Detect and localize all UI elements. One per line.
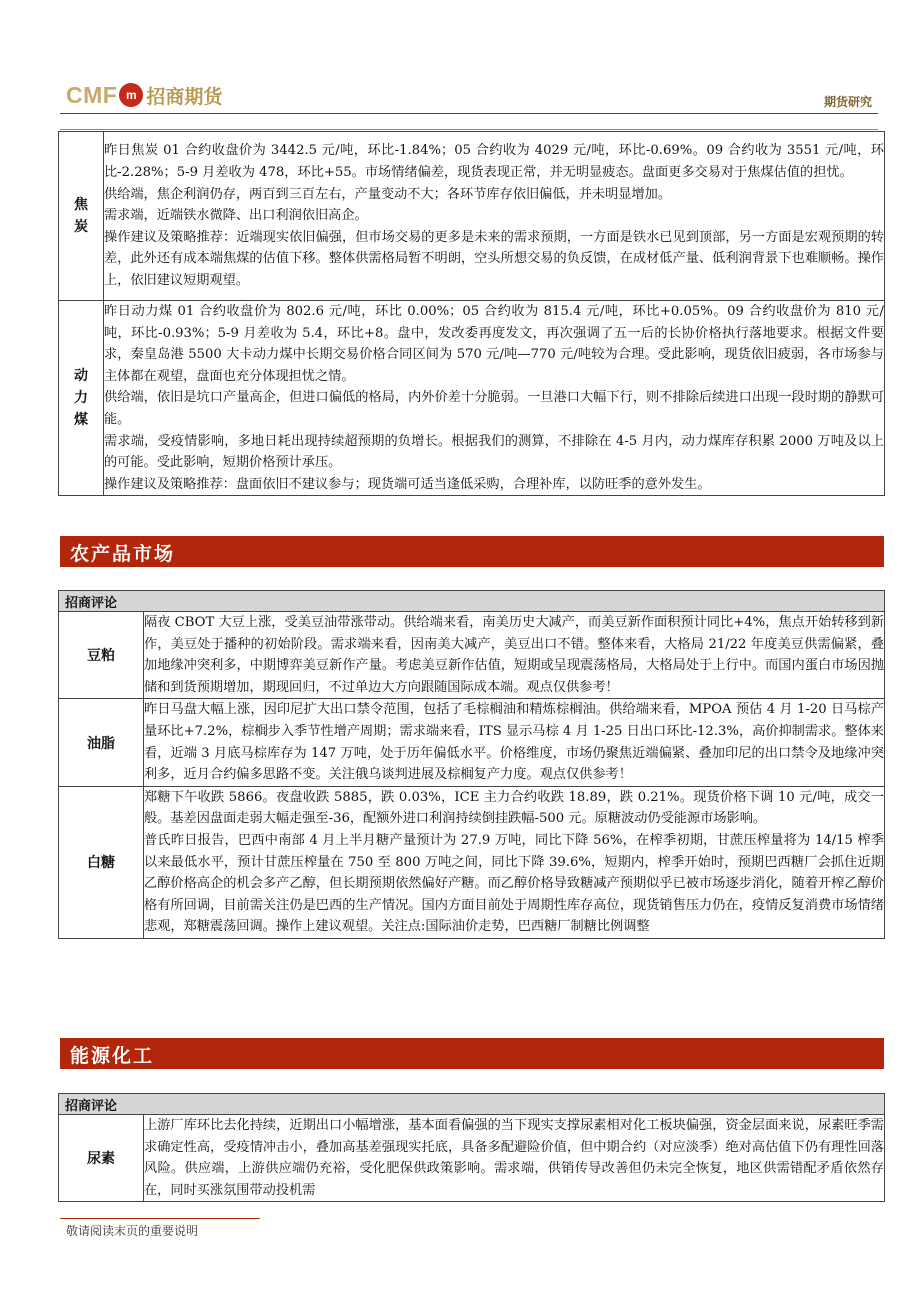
table-row	[59, 1115, 885, 1202]
paragraph: 郑糖下午收跌 5866。夜盘收跌 5885，跌 0.03%，ICE 主力合约收跌 18.89，跌 0.21%。现货价格下调 10 元/吨，成交一般。基差因盘面走弱大幅走强至-36，配额外进口利润持续倒挂跌幅-500 元。原糖波动仍受能源市场影响。	[144, 789, 884, 827]
energy-table	[58, 1093, 885, 1202]
company-logo	[66, 80, 222, 110]
baitang-commentary	[144, 786, 885, 938]
paragraph: 普氏昨日报告，巴西中南部 4 月上半月糖产量预计为 27.9 万吨，同比下降 56%，在榨季初期，甘蔗压榨量将为 14/15 榨季以来最低水平，预计甘蔗压榨量在 750 至 800 万吨之间，同比下降 39.6%，短期内，榨季开始时，预期巴西糖厂会抓住近期乙醇价格高企的机会多产乙醇，但长期预期依然偏好产糖。而乙醇价格导致糖减产预期似乎已被市场逐步消化，随着开榨乙醇价格有所回调，目前需关注仍是巴西的生产情况。国内方面目前处于周期性库存高位，现货销售压力仍在，疫情反复消费市场情绪悲观，郑糖震荡回调。操作上建议观望。关注点:国际油价走势，巴西糖厂制糖比例调整	[144, 832, 884, 935]
dongli-commentary	[104, 301, 885, 496]
doupo-commentary: 隔夜 CBOT 大豆上涨，受美豆油带涨带动。供给端来看，南美历史大减产，而美豆新作面积预计同比+4%，焦点开始转移到新作，美豆处于播种的初始阶段。需求端来看，因南美大减产，美豆出口不错。整体来看，大格局 21/22 年度美豆供需偏紧，叠加地缘冲突利多，中期博弈美豆新作产量。考虑美豆新作估值，短期或呈现震荡格局，大格局处于上行中。而国内蛋白市场因抛储和到货预期增加，期现回归，不过单边大方向跟随国际成本端。观点仅供参考！	[144, 612, 885, 699]
paragraph: 供给端，依旧是坑口产量高企，但进口偏低的格局，内外价差十分脆弱。一旦港口大幅下行，则不排除后续进口出现一段时期的静默可能。	[104, 390, 884, 427]
row-label-baitang: 白糖	[59, 786, 144, 938]
row-label-youzhi: 油脂	[59, 699, 144, 786]
table-header-row	[59, 591, 885, 612]
table-row	[59, 786, 885, 938]
row-label-doupo: 豆粕	[59, 612, 144, 699]
section-banner-agri	[60, 536, 884, 567]
row-label-dongli	[59, 301, 104, 496]
row-label-char: 炭	[74, 219, 88, 235]
paragraph: 需求端，近端铁水微降、出口利润依旧高企。	[104, 208, 368, 224]
logo-cn-text: 招商期货	[146, 85, 223, 108]
row-label-char: 动	[74, 368, 88, 385]
jiaotan-commentary	[104, 132, 885, 301]
paragraph: 操作建议及策略推荐：盘面依旧不建议参与；现货端可适当逢低采购，合理补库，以防旺季的意外发生。	[104, 476, 711, 492]
paragraph: 操作建议及策略推荐：近端现实依旧偏强，但市场交易的更多是未来的需求预期，一方面是铁水已见到顶部，另一方面是宏观预期的转差，此外还有成本端焦煤的估值下移。整体供需格局暂不明朗，空头所想交易的负反馈，在成材低产量、低利润背景下也难顺畅。操作上，依旧建议短期观望。	[104, 229, 884, 288]
youzhi-commentary: 昨日马盘大幅上涨，因印尼扩大出口禁令范围，包括了毛棕榈油和精炼棕榈油。供给端来看，MPOA 预估 4 月 1-20 日马棕产量环比+7.2%，棕榈步入季节性增产周期；需求端来看，ITS 显示马棕 4 月 1-25 日出口环比-12.3%，高价抑制需求。整体来看，近端 3 月底马棕库存为 147 万吨，处于历年偏低水平。价格维度，市场仍聚焦近端偏紧、叠加印尼的出口禁令及地缘冲突利多，近月合约偏多思路不变。关注俄乌谈判进展及棕榈复产力度。观点仅供参考！	[144, 699, 885, 786]
table-row	[59, 612, 885, 699]
table-row	[59, 132, 885, 301]
section-banner-energy	[60, 1038, 884, 1069]
table-row	[59, 301, 885, 496]
footer-divider	[60, 1218, 260, 1219]
table-header-row	[59, 1094, 885, 1115]
header-category: 期货研究	[823, 95, 872, 109]
paragraph: 需求端，受疫情影响，多地日耗出现持续超预期的负增长。根据我们的测算，不排除在 4-5 月内，动力煤库存积累 2000 万吨及以上的可能。受此影响，短期价格预计承压。	[104, 433, 884, 471]
section-title: 农产品市场	[70, 543, 176, 565]
row-label-char: 焦	[74, 197, 88, 213]
agri-table	[58, 590, 885, 939]
header-divider-secondary	[60, 129, 878, 130]
row-label-char: 力	[74, 390, 88, 407]
section-title: 能源化工	[70, 1045, 155, 1067]
table-header: 招商评论	[59, 591, 885, 612]
header-divider	[60, 113, 878, 114]
row-label-char: 煤	[74, 412, 88, 429]
row-label-jiaotan	[59, 132, 104, 301]
coal-table	[58, 131, 885, 496]
row-label-niaosu: 尿素	[59, 1115, 144, 1202]
table-row	[59, 699, 885, 786]
page-header	[0, 0, 920, 130]
paragraph: 供给端，焦企利润仍存，两百到三百左右，产量变动不大；各环节库存依旧偏低，并未明显增加。	[104, 186, 672, 202]
table-header: 招商评论	[59, 1094, 885, 1115]
footer-note: 敬请阅读末页的重要说明	[66, 1224, 199, 1238]
logo-mark-icon: m	[119, 83, 143, 107]
paragraph: 昨日动力煤 01 合约收盘价为 802.6 元/吨，环比 0.00%；05 合约收为 815.4 元/吨，环比+0.05%。09 合约收盘价为 810 元/吨，环比-0.93%；5-9 月差收为 5.4，环比+8。盘中，发改委再度发文，再次强调了五一后的长协价格执行落地要求。根据文件要求，秦皇岛港 5500 大卡动力煤中长期交易价格合同区间为 570 元/吨—770 元/吨较为合理。受此影响，现货依旧疲弱，各市场参与主体都在观望，盘面也充分体现担忧之情。	[104, 304, 884, 384]
logo-cmf-text: CMF	[66, 81, 118, 108]
niaosu-commentary: 上游厂库环比去化持续，近期出口小幅增涨，基本面看偏强的当下现实支撑尿素相对化工板块偏强，资金层面来说，尿素旺季需求确定性高，受疫情冲击小，叠加高基差强现实托底，具备多配避险价值，但中期合约（对应淡季）绝对高估值下仍有理性回落风险。供应端，上游供应端仍充裕，受化肥保供政策影响。需求端，供销传导改善但仍未完全恢复，地区供需错配矛盾依然存在，同时买涨氛围带动投机需	[144, 1115, 885, 1202]
paragraph: 昨日焦炭 01 合约收盘价为 3442.5 元/吨，环比-1.84%；05 合约收为 4029 元/吨，环比-0.69%。09 合约收为 3551 元/吨，环比-2.28%；5-9 月差收为 478，环比+55。市场情绪偏差，现货表现正常，并无明显疲态。盘面更多交易对于焦煤估值的担忧。	[104, 143, 884, 181]
